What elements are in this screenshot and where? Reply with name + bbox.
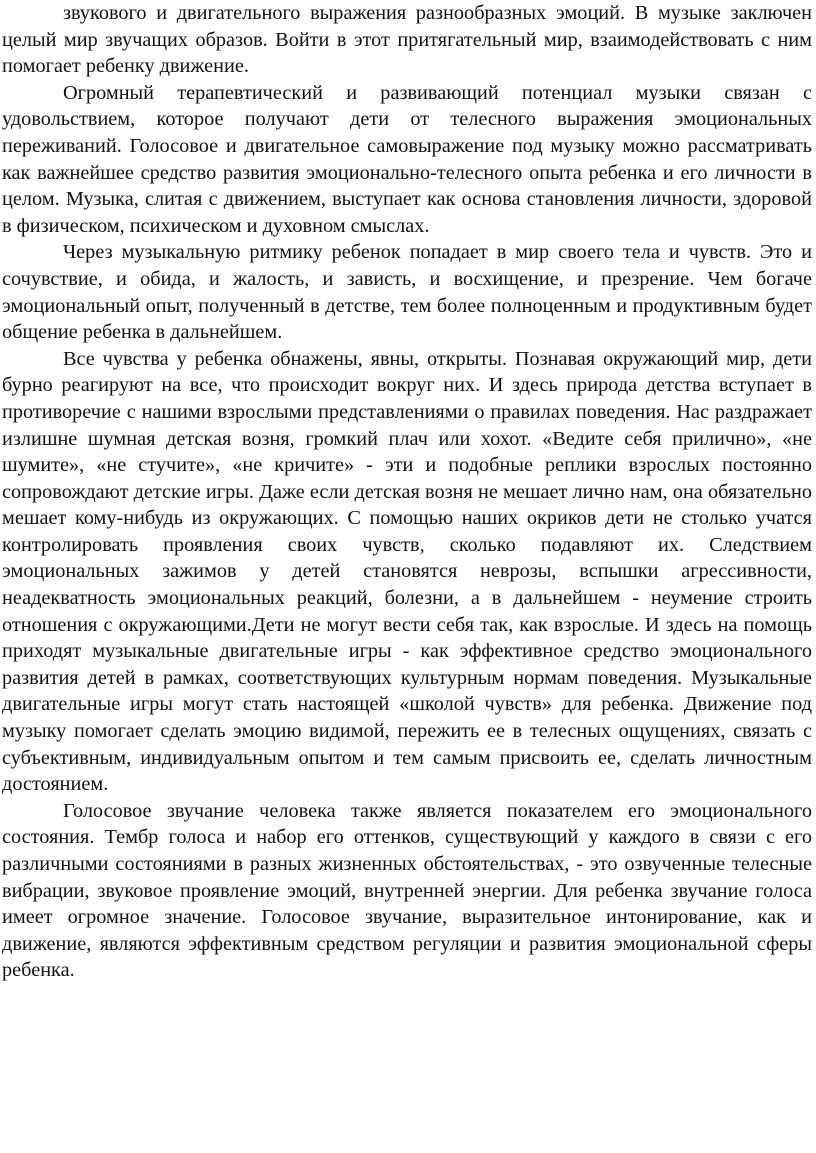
paragraph-5: Голосовое звучание человека также является показателем его эмоционального состояния. Тембр голоса и набор его оттенков, существующий у каждого в связи с его различными состояниями в разных жизненных обстоятельствах, - это озвученные телесные вибрации, звуковое проявление эмоций, внутренней энергии. Для ребенка звучание голоса имеет огромное значение. Голосовое звучание, выразительное интонирование, как и движение, являются эффективным средством регуляции и развития эмоциональной сферы ребенка. [2,799,812,982]
paragraph-4: Все чувства у ребенка обнажены, явны, открыты. Познавая окружающий мир, дети бурно реагируют на все, что происходит вокруг них. И здесь природа детства вступает в противоречие с нашими взрослыми представлениями о правилах поведения. Нас раздражает излишне шумная детская возня, громкий плач или хохот. «Ведите себя прилично», «не шумите», «не стучите», «не кричите» - эти и подобные реплики взрослых постоянно сопровождают детские игры. Даже если детская возня не мешает лично нам, она обязательно мешает кому-нибудь из окружающих. С помощью наших окриков дети не столько учатся контролировать проявления своих чувств, сколько подавляют их. Следствием эмоциональных зажимов у детей становятся неврозы, вспышки агрессивности, неадекватность эмоциональных реакций, болезни, а в дальнейшем - неумение строить отношения с окружающими.Дети не могут вести себя так, как взрослые. И здесь на помощь приходят музыкальные двигательные игры - как эффективное средство эмоционального развития детей в рамках, соответствующих культурным нормам поведения. Музыкальные двигательные игры могут стать настоящей «школой чувств» для ребенка. Движение под музыку помогает сделать эмоцию видимой, пережить ее в телесных ощущениях, связать с субъективным, индивидуальным опытом и тем самым присвоить ее, сделать личностным достоянием. [2,347,812,796]
paragraph-3: Через музыкальную ритмику ребенок попадает в мир своего тела и чувств. Это и сочувствие, и обида, и жалость, и зависть, и восхищение, и презрение. Чем богаче эмоциональный опыт, полученный в детстве, тем более полноценным и продуктивным будет общение ребенка в дальнейшем. [2,241,812,344]
paragraph-2: Огромный терапевтический и развивающий потенциал музыки связан с удовольствием, которое получают дети от телесного выражения эмоциональных переживаний. Голосовое и двигательное самовыражение под музыку можно рассматривать как важнейшее средство развития эмоционально-телесного опыта ребенка и его личности в целом. Музыка, слитая с движением, выступает как основа становления личности, здоровой в физическом, психическом и духовном смыслах. [2,81,812,237]
paragraph-1: звукового и двигательного выражения разнообразных эмоций. В музыке заключен целый мир звучащих образов. Войти в этот притягательный мир, взаимодействовать с ним помогает ребенку движение. [2,2,812,78]
